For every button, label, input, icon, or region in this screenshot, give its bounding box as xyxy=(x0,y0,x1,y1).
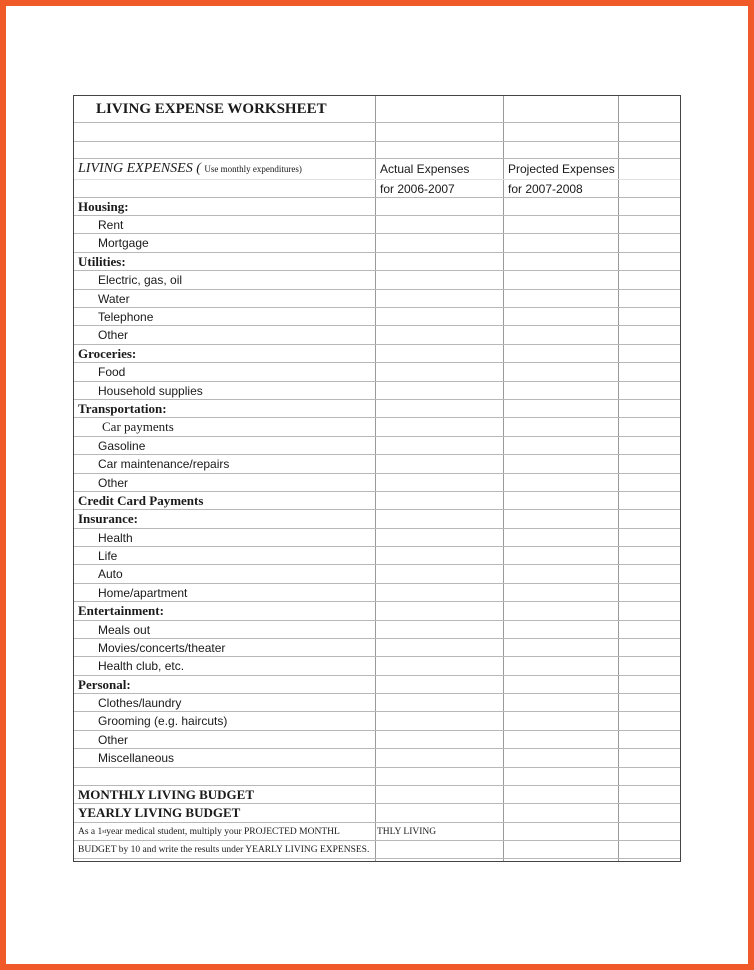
item-row xyxy=(74,547,680,565)
item-row xyxy=(74,382,680,400)
projected-expenses-header: Projected Expenses xyxy=(508,162,615,176)
section-title: Transportation: xyxy=(78,400,167,416)
section-row xyxy=(74,602,680,621)
item-row xyxy=(74,363,680,382)
expense-item: Life xyxy=(98,548,118,563)
expense-item: Food xyxy=(98,365,126,379)
expense-item: Telephone xyxy=(98,309,154,324)
footnote-line-1-cont: THLY LIVING xyxy=(377,826,437,837)
expense-item: Other xyxy=(98,475,129,490)
item-row xyxy=(74,657,680,676)
item-row xyxy=(74,639,680,657)
section-row xyxy=(74,510,680,529)
title-row xyxy=(74,96,680,123)
footnote-row xyxy=(74,841,680,859)
expense-item: Home/apartment xyxy=(98,585,188,600)
section-title: Personal: xyxy=(78,676,131,692)
expense-item: Other xyxy=(98,328,129,342)
actual-expenses-year: for 2006-2007 xyxy=(380,181,455,196)
projected-expenses-year: for 2007-2008 xyxy=(508,181,583,196)
section-row xyxy=(74,492,680,510)
footnote-row xyxy=(74,823,680,841)
living-expenses-header: LIVING EXPENSES ( Use monthly expenditures) xyxy=(78,161,302,176)
page-title: LIVING EXPENSE WORKSHEET xyxy=(96,100,327,117)
section-row xyxy=(74,345,680,363)
expense-item: Health xyxy=(98,530,133,545)
expense-item: Clothes/laundry xyxy=(98,695,182,710)
item-row xyxy=(74,731,680,749)
blank-row xyxy=(74,123,680,142)
monthly-budget-label: MONTHLY LIVING BUDGET xyxy=(78,786,255,802)
expense-item: Electric, gas, oil xyxy=(98,273,183,287)
header-row xyxy=(74,159,680,180)
expense-item: Miscellaneous xyxy=(98,751,175,765)
expense-item: Auto xyxy=(98,567,123,581)
item-row xyxy=(74,308,680,326)
expense-item: Household supplies xyxy=(98,383,203,398)
section-row xyxy=(74,676,680,694)
item-row xyxy=(74,565,680,584)
expense-item: Meals out xyxy=(98,622,151,637)
actual-expenses-header: Actual Expenses xyxy=(380,162,470,176)
item-row xyxy=(74,694,680,712)
expense-item: Water xyxy=(98,291,130,306)
footnote-line-2: BUDGET by 10 and write the results under YEARLY LIVING EXPENSES. xyxy=(78,844,370,855)
expense-item: Gasoline xyxy=(98,438,146,453)
section-title: Groceries: xyxy=(78,345,137,361)
expense-item: Mortgage xyxy=(98,236,149,250)
item-row xyxy=(74,749,680,768)
item-row xyxy=(74,216,680,234)
expense-item: Car maintenance/repairs xyxy=(98,457,230,471)
worksheet-table xyxy=(73,95,681,862)
blank-row xyxy=(74,142,680,159)
expense-item: Health club, etc. xyxy=(98,659,185,673)
item-row xyxy=(74,621,680,639)
expense-item: Other xyxy=(98,732,129,747)
item-row xyxy=(74,418,680,437)
expense-item: Rent xyxy=(98,217,124,232)
section-title: Utilities: xyxy=(78,253,126,269)
section-row xyxy=(74,400,680,418)
section-title: Insurance: xyxy=(78,511,138,526)
summary-row xyxy=(74,804,680,823)
section-title: Entertainment: xyxy=(78,603,164,618)
item-row xyxy=(74,474,680,492)
item-row xyxy=(74,455,680,474)
item-row xyxy=(74,712,680,731)
item-row xyxy=(74,584,680,602)
item-row xyxy=(74,271,680,290)
expense-item: Movies/concerts/theater xyxy=(98,640,226,655)
header-row-2 xyxy=(74,180,680,198)
section-title: Housing: xyxy=(78,198,129,214)
expense-item: Car payments xyxy=(102,419,174,434)
item-row xyxy=(74,234,680,253)
blank-row xyxy=(74,768,680,786)
summary-row xyxy=(74,786,680,804)
section-row xyxy=(74,198,680,216)
footnote-line-1: As a 1 st year medical student, multiply your PROJECTED MONTHL xyxy=(78,826,340,837)
item-row xyxy=(74,529,680,547)
section-row xyxy=(74,253,680,271)
expense-item: Grooming (e.g. haircuts) xyxy=(98,714,228,728)
section-title: Credit Card Payments xyxy=(78,492,204,508)
yearly-budget-label: YEARLY LIVING BUDGET xyxy=(78,805,241,820)
item-row xyxy=(74,437,680,455)
item-row xyxy=(74,290,680,308)
item-row xyxy=(74,326,680,345)
